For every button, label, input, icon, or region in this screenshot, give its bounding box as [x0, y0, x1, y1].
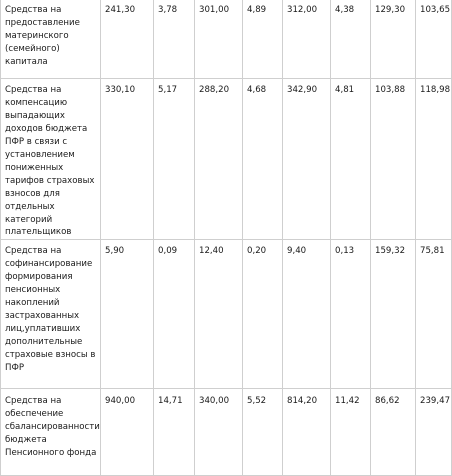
- table-cell: 9,40: [283, 240, 331, 389]
- table-cell: 814,20: [283, 389, 331, 476]
- table-cell: 5,52: [243, 389, 283, 476]
- table-cell: 0,13: [331, 240, 371, 389]
- table-cell: 129,30: [371, 0, 416, 79]
- table-cell: 14,71: [154, 389, 195, 476]
- row-label: Средства на обеспечение сбалансированности бюджета Пенсионного фонда: [1, 389, 101, 476]
- table-cell: 312,00: [283, 0, 331, 79]
- table-cell: 0,09: [154, 240, 195, 389]
- table-cell: 241,30: [101, 0, 154, 79]
- row-label: Средства на компенсацию выпадающих доходов бюджета ПФР в связи с установлением пониженных тарифов страховых взносов для отдельных категорий плательщиков: [1, 79, 101, 240]
- table-row: [1, 0, 452, 79]
- table-row: [1, 389, 452, 476]
- table-cell: 3,78: [154, 0, 195, 79]
- table-cell: 5,17: [154, 79, 195, 240]
- table-cell: 940,00: [101, 389, 154, 476]
- table-cell: 103,88: [371, 79, 416, 240]
- table-cell: 4,81: [331, 79, 371, 240]
- table-cell: 340,00: [195, 389, 243, 476]
- table-cell: 301,00: [195, 0, 243, 79]
- table-row: [1, 240, 452, 389]
- row-label: Средства на софинансирование формирования пенсионных накоплений застрахованных лиц,уплативших дополнительные страховые взносы в ПФР: [1, 240, 101, 389]
- table-cell: 103,65: [416, 0, 452, 79]
- table-cell: 5,90: [101, 240, 154, 389]
- table-cell: 288,20: [195, 79, 243, 240]
- table-cell: 118,98: [416, 79, 452, 240]
- row-label: Средства на предоставление материнского (семейного) капитала: [1, 0, 101, 79]
- table-cell: 75,81: [416, 240, 452, 389]
- table-cell: 330,10: [101, 79, 154, 240]
- table-cell: 4,38: [331, 0, 371, 79]
- table-cell: 4,68: [243, 79, 283, 240]
- table-row: [1, 79, 452, 240]
- table-cell: 239,47: [416, 389, 452, 476]
- table-cell: 0,20: [243, 240, 283, 389]
- table-cell: 159,32: [371, 240, 416, 389]
- table-cell: 11,42: [331, 389, 371, 476]
- table-cell: 12,40: [195, 240, 243, 389]
- table-cell: 86,62: [371, 389, 416, 476]
- table-cell: 342,90: [283, 79, 331, 240]
- table-cell: 4,89: [243, 0, 283, 79]
